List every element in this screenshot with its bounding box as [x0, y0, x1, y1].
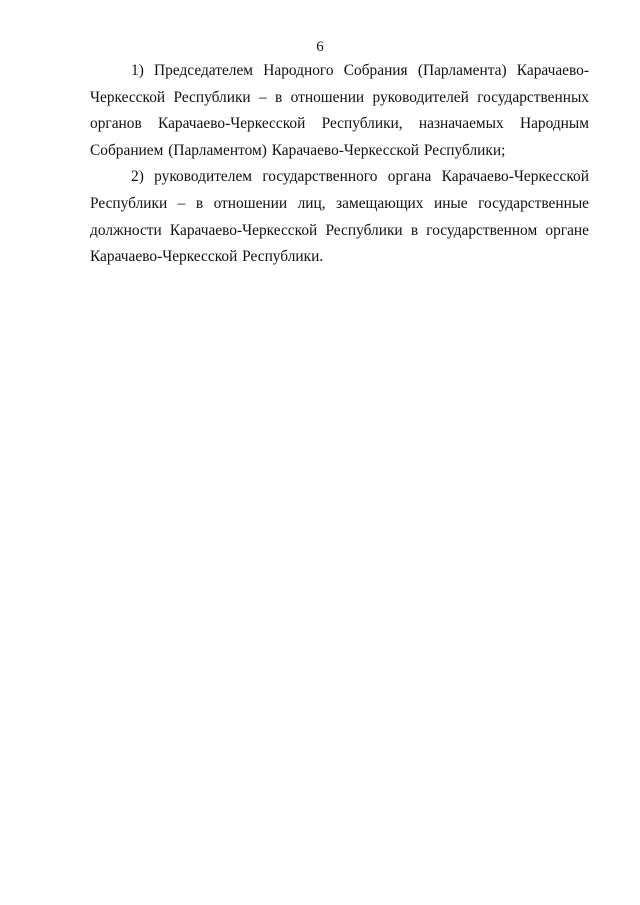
paragraph-item-1: 1) Председателем Народного Собрания (Парламента) Карачаево-Черкесской Республики – в отношении руководителей государственных органов Карачаево-Черкесской Республики, назначаемых Народным Собранием (Парламентом) Карачаево-Черкесской Республики; [90, 62, 589, 159]
document-body [90, 58, 589, 271]
page-number: 6 [316, 39, 324, 55]
paragraph-item-2: 2) руководителем государственного органа Карачаево-Черкесской Республики – в отношении лиц, замещающих иные государственные должности Карачаево-Черкесской Республики в государственном органе Карачаево-Черкесской Республики. [90, 168, 589, 266]
